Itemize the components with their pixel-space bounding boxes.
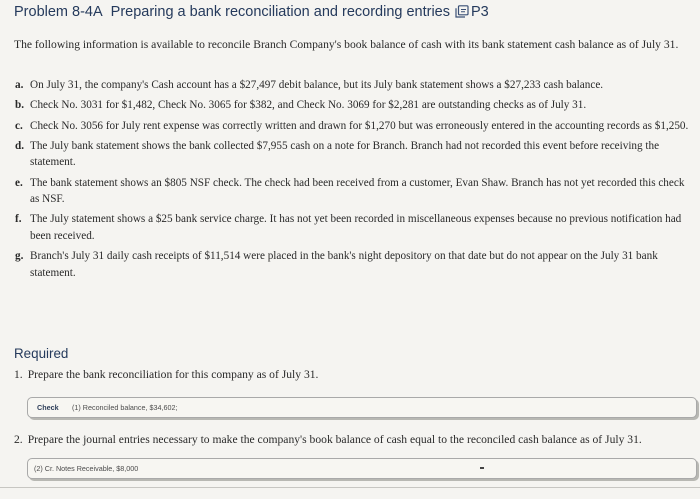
item-text: On July 31, the company's Cash account has a $27,497 debit balance, but its July bank statement shows a $27,233 cash balance.	[30, 79, 604, 91]
item-label: b.	[15, 99, 25, 112]
list-item	[15, 138, 695, 171]
problem-title	[14, 4, 489, 20]
question-1	[14, 368, 318, 381]
book-icon[interactable]	[455, 5, 469, 18]
divider	[0, 487, 700, 488]
list-item	[15, 77, 695, 94]
text-cursor	[480, 467, 484, 469]
item-text: The bank statement shows an $805 NSF check. The check had been received from a customer, Evan Shaw. Branch has not yet recorded this check as NSF.	[30, 176, 685, 206]
question-number: 2.	[14, 433, 23, 446]
item-text: Check No. 3031 for $1,482, Check No. 3065 for $382, and Check No. 3069 for $2,281 are outstanding checks as of July 31.	[30, 99, 587, 112]
problem-number: Problem 8-4A	[14, 4, 103, 20]
check-value: (1) Reconciled balance, $34,602;	[72, 403, 178, 412]
list-item	[15, 248, 695, 281]
required-heading: Required	[14, 346, 69, 361]
info-list	[15, 77, 695, 285]
intro-text: The following information is available to reconcile Branch Company's book balance of cash with its bank statement cash balance as of July 31.	[14, 38, 679, 51]
list-item	[15, 175, 695, 208]
question-2	[14, 433, 642, 446]
item-text: The July bank statement shows the bank collected $7,955 cash on a note for Branch. Branch had not recorded this event before receiving the statement.	[30, 139, 660, 169]
item-text: Branch's July 31 daily cash receipts of $11,514 were placed in the bank's night depository on that date but do not appear on the July 31 bank statement.	[30, 250, 658, 279]
list-item	[15, 118, 695, 135]
list-item	[15, 97, 695, 114]
check-figure-2[interactable]	[27, 458, 697, 479]
check-label: Check	[37, 403, 59, 412]
item-text: The July statement shows a $25 bank service charge. It has not yet been recorded in miscellaneous expenses because no previous notification had been received.	[30, 213, 682, 242]
item-label: g.	[15, 250, 24, 263]
problem-heading: Preparing a bank reconciliation and recording entries	[110, 4, 450, 20]
check-value: (2) Cr. Notes Receivable, $8,000	[34, 464, 139, 473]
item-label: d.	[15, 139, 25, 152]
question-text: Prepare the journal entries necessary to make the company's book balance of cash equal to the reconciled cash balance as of July 31.	[27, 433, 642, 446]
question-text: Prepare the bank reconciliation for this company as of July 31.	[27, 368, 319, 381]
item-label: f.	[15, 213, 22, 226]
item-label: e.	[15, 176, 23, 189]
item-label: a.	[15, 79, 24, 91]
list-item	[15, 211, 695, 244]
item-label: c.	[15, 119, 23, 132]
question-number: 1.	[14, 368, 23, 381]
learning-objective: P3	[471, 4, 489, 20]
item-text: Check No. 3056 for July rent expense was correctly written and drawn for $1,270 but was erroneously entered in the accounting records as $1,250.	[30, 119, 689, 132]
check-figure-1[interactable]	[27, 397, 697, 418]
